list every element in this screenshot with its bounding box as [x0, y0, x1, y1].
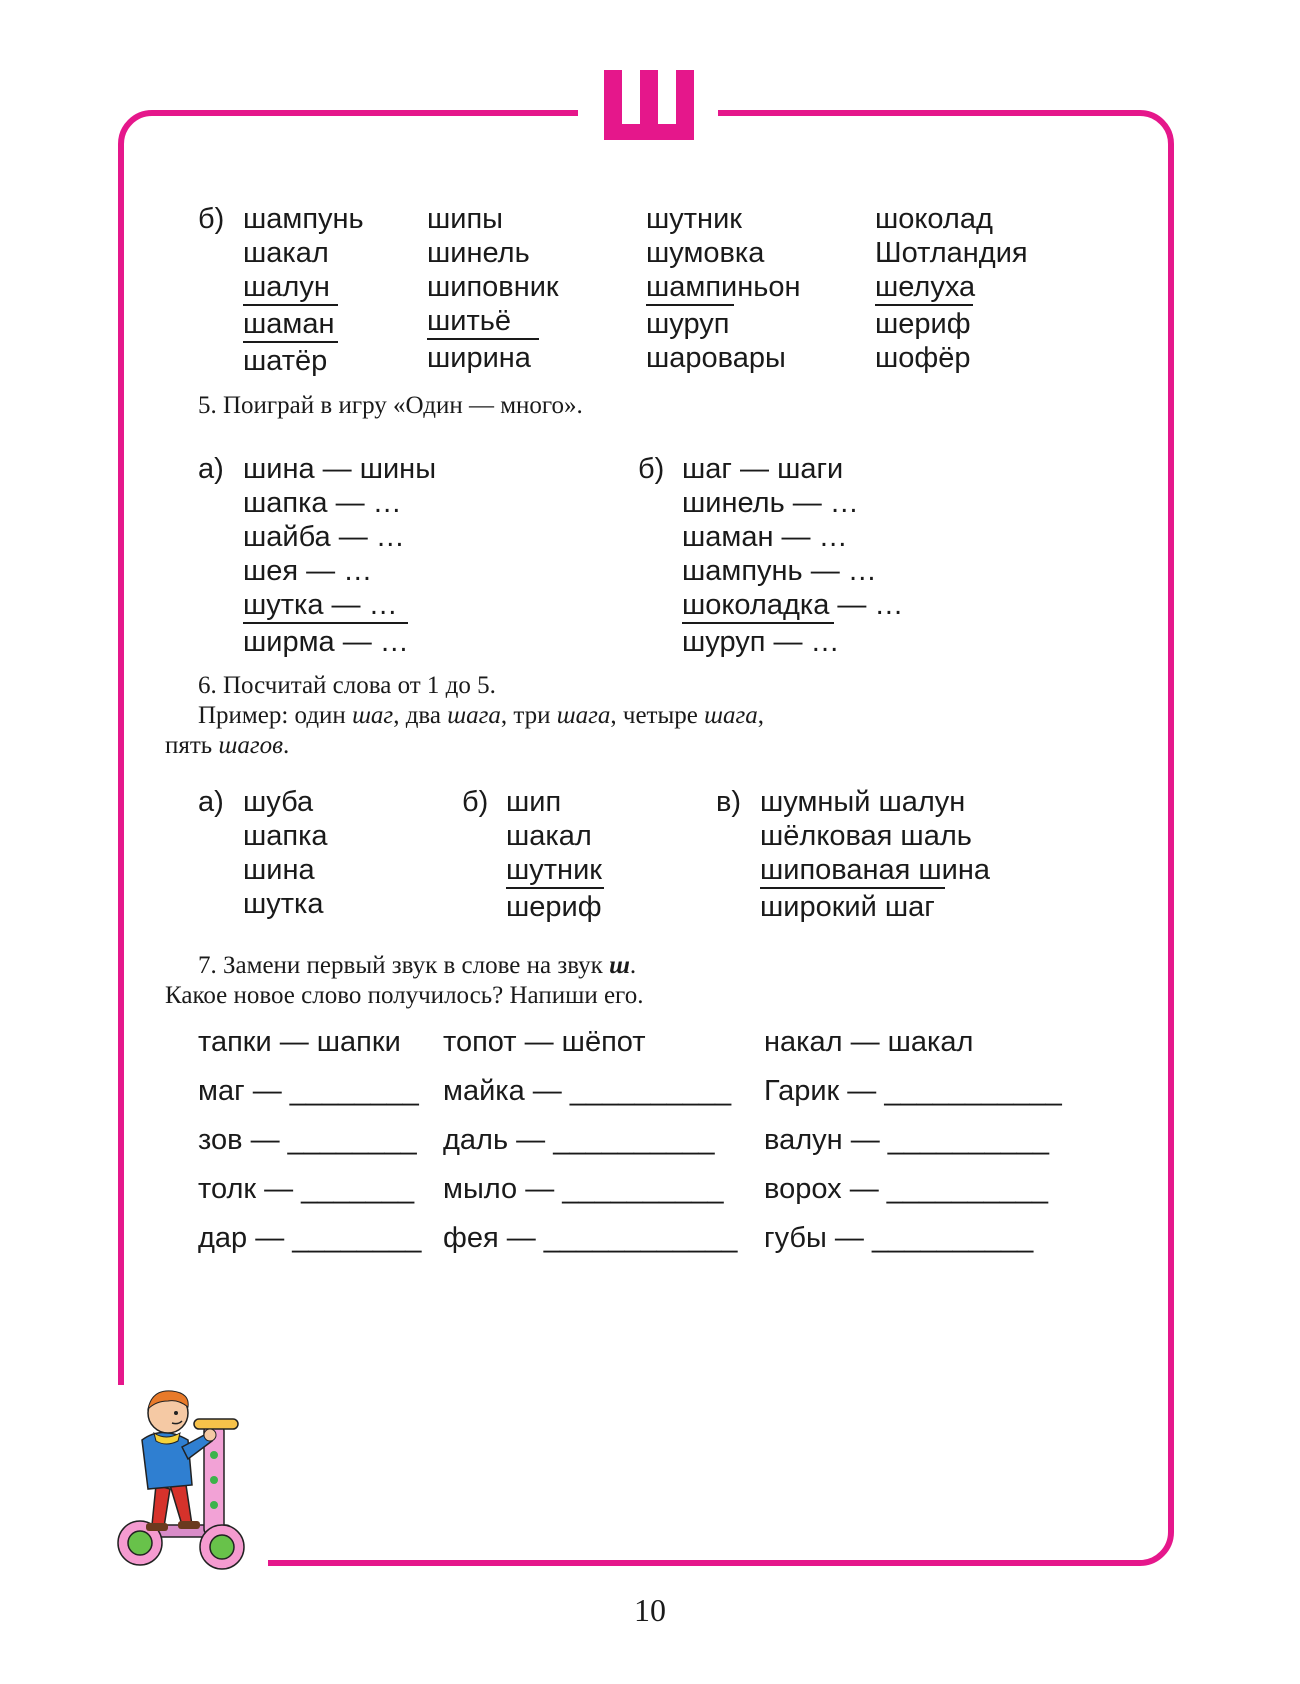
word: шериф — [875, 304, 973, 341]
word: шутка — [243, 888, 324, 920]
task-7-cell: дар — ________ — [198, 1222, 422, 1254]
task-6-b-label: б) — [462, 786, 489, 818]
text: шаг — [352, 702, 394, 729]
task-7-cell: даль — __________ — [443, 1124, 715, 1156]
task-7-cell: мыло — __________ — [443, 1173, 724, 1205]
pair: шаман — … — [682, 521, 848, 553]
word: шутник — [646, 203, 742, 235]
phrase: шёлковая шаль — [760, 820, 972, 852]
task-7-cell: Гарик — ___________ — [764, 1075, 1062, 1107]
text: 7. Замени первый звук в слове на звук — [198, 952, 610, 979]
pair: шапка — … — [243, 487, 402, 519]
word: шинель — [427, 237, 530, 269]
word: шапка — [243, 820, 328, 852]
section-b-col-1 — [243, 202, 364, 378]
pair: ширма — … — [243, 622, 408, 659]
task-6-c-label: в) — [716, 786, 742, 818]
word: шуруп — [646, 304, 734, 341]
phrase: широкий шаг — [760, 887, 945, 924]
word: шипы — [427, 203, 504, 235]
task-6-a-label: а) — [198, 786, 224, 818]
pair: шайба — … — [243, 521, 405, 553]
word: шелуха — [875, 271, 976, 303]
task-7-cell: накал — шакал — [764, 1026, 974, 1058]
word: шофёр — [875, 342, 971, 374]
pair: шея — … — [243, 555, 373, 587]
section-b-label: б) — [198, 203, 225, 235]
pair: шина — шины — [243, 453, 437, 485]
word: шип — [506, 786, 562, 818]
task-7-cell: зов — ________ — [198, 1124, 417, 1156]
text: шага — [447, 702, 501, 729]
task-5-b-list — [682, 452, 903, 659]
pair: шаг — шаги — [682, 453, 844, 485]
text: . — [282, 732, 290, 759]
task-6-b-list — [506, 785, 604, 924]
word: шаровары — [646, 342, 786, 374]
section-b-col-2 — [427, 202, 559, 375]
text: шагов — [218, 732, 283, 759]
task-6-c-list — [760, 785, 990, 924]
task-5-a-label: а) — [198, 453, 224, 485]
task-7-title — [198, 950, 636, 982]
task-5-title: 5. Поиграй в игру «Один — много». — [198, 392, 583, 419]
task-7-cell: топот — шёпот — [443, 1026, 646, 1058]
word: шуба — [243, 786, 314, 818]
word: ширина — [427, 338, 539, 375]
task-6-example-line2 — [165, 730, 289, 762]
word: шакал — [506, 820, 592, 852]
text: , три — [500, 702, 557, 729]
task-7-cell: валун — __________ — [764, 1124, 1050, 1156]
pair: шуруп — … — [682, 622, 834, 659]
pair: шутка — … — [243, 589, 398, 621]
word: шакал — [243, 237, 329, 269]
task-6-title: 6. Посчитай слова от 1 до 5. — [198, 672, 496, 699]
word: шоколад — [875, 203, 993, 235]
word: шутник — [506, 854, 602, 886]
word: шалун — [243, 271, 330, 303]
letter-sha-heading — [604, 70, 694, 140]
text: , два — [393, 702, 448, 729]
text: шага — [556, 702, 611, 729]
text: пять — [165, 732, 219, 759]
task-7-cell: толк — _______ — [198, 1173, 415, 1205]
word: шериф — [506, 887, 604, 924]
task-7-cell: губы — __________ — [764, 1222, 1034, 1254]
phrase: шипованая шина — [760, 854, 991, 886]
page-number: 10 — [634, 1592, 666, 1628]
task-7-cell: тапки — шапки — [198, 1026, 401, 1058]
text: , — [757, 702, 765, 729]
word: шампиньон — [646, 271, 801, 303]
word: шаман — [243, 304, 338, 341]
text: , четыре — [610, 702, 705, 729]
word: шампунь — [243, 203, 364, 235]
task-7-cell: маг — ________ — [198, 1075, 419, 1107]
pair: шампунь — … — [682, 555, 877, 587]
word: шумовка — [646, 237, 765, 269]
task-7-cell: майка — __________ — [443, 1075, 732, 1107]
word: шина — [243, 854, 315, 886]
word: шиповник — [427, 271, 559, 303]
task-7-cell: ворох — __________ — [764, 1173, 1049, 1205]
section-b-col-3 — [646, 202, 801, 375]
text: . — [629, 952, 637, 979]
text: ш — [609, 952, 630, 979]
task-6-example — [198, 700, 764, 732]
task-5-a-list — [243, 452, 436, 659]
boy-on-scooter-illustration — [112, 1385, 262, 1575]
text: шага — [704, 702, 758, 729]
pair: шоколадка — … — [682, 589, 904, 621]
word: шатёр — [243, 341, 338, 378]
task-5-b-label: б) — [638, 453, 665, 485]
word: Шотландия — [875, 237, 1028, 269]
text: Пример: один — [198, 702, 353, 729]
phrase: шумный шалун — [760, 786, 966, 818]
task-7-subtitle: Какое новое слово получилось? Напиши его. — [165, 982, 644, 1009]
pair: шинель — … — [682, 487, 859, 519]
section-b-col-4 — [875, 202, 1028, 375]
task-6-a-list — [243, 785, 328, 921]
task-7-cell: фея — ____________ — [443, 1222, 738, 1254]
word: шитьё — [427, 305, 511, 337]
